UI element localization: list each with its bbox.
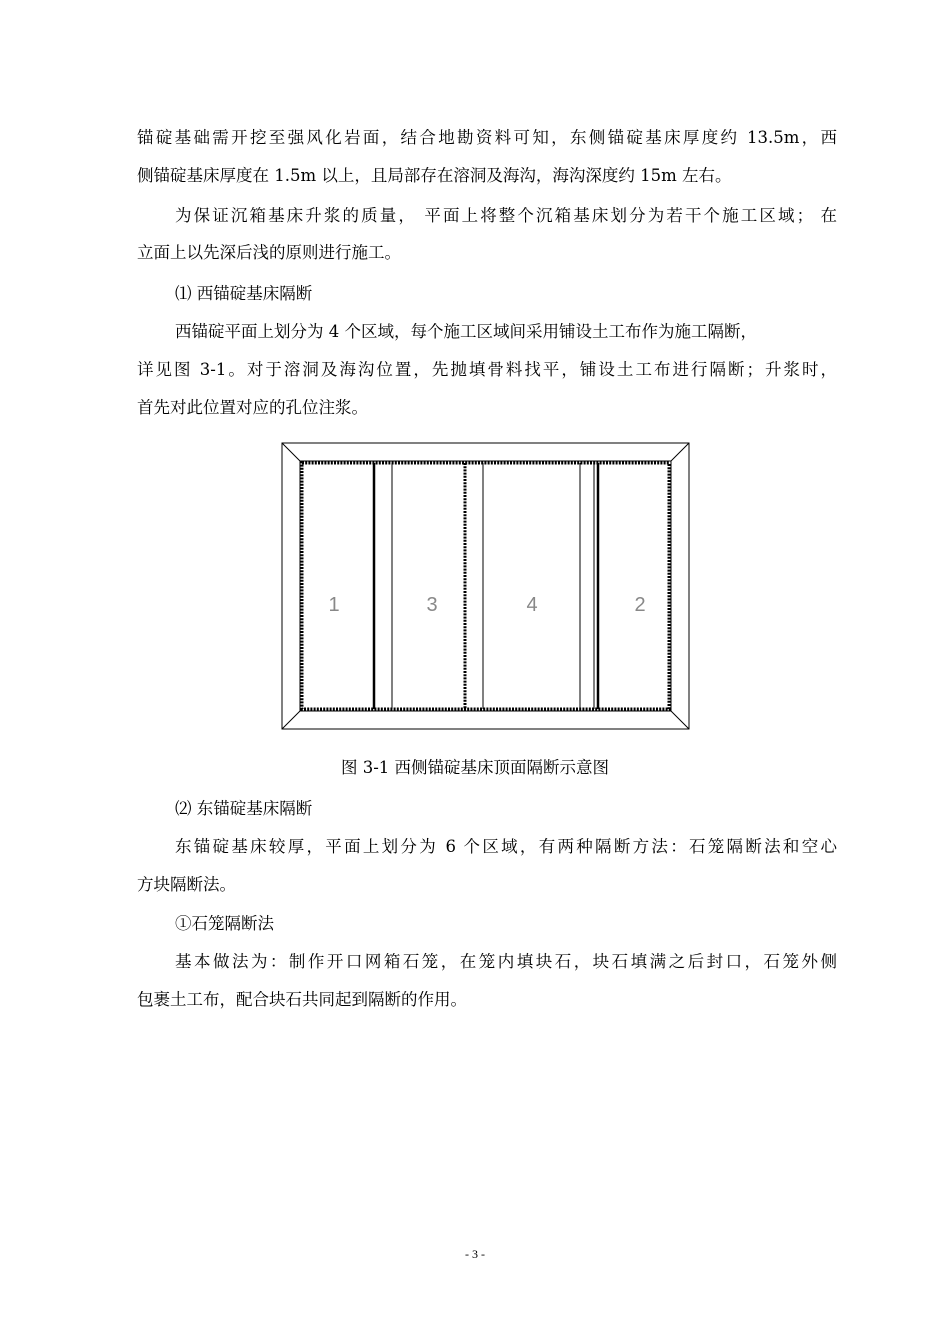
zone-partitions: [374, 463, 598, 709]
figure-caption: 图 3-1 西侧锚碇基床顶面隔断示意图: [340, 758, 610, 777]
body-text-line: 东锚碇基床较厚，平面上划分为 6 个区域，有两种隔断方法：石笼隔断法和空心: [175, 837, 837, 856]
zone-label-3: 3: [426, 594, 438, 616]
body-text-line: 侧锚碇基床厚度在 1.5m 以上，且局部存在溶洞及海沟，海沟深度约 15m 左右。: [137, 166, 732, 185]
inner-frame: [300, 461, 671, 711]
body-text-line: 首先对此位置对应的孔位注浆。: [137, 398, 368, 417]
body-text-line: 锚碇基础需开挖至强风化岩面，结合地勘资料可知，东侧锚碇基床厚度约 13.5m，西: [137, 128, 837, 147]
section-heading-east: ⑵ 东锚碇基床隔断: [175, 799, 313, 818]
page-number: - 3 -: [465, 1247, 485, 1261]
body-text-line: 包裹土工布，配合块石共同起到隔断的作用。: [137, 990, 467, 1009]
body-text-line: 西锚碇平面上划分为 4 个区域，每个施工区域间采用铺设土工布作为施工隔断，: [175, 322, 757, 341]
body-text-line: 基本做法为：制作开口网箱石笼，在笼内填块石，块石填满之后封口，石笼外侧: [175, 952, 837, 971]
section-heading-west: ⑴ 西锚碇基床隔断: [175, 284, 313, 303]
bed-boundary: [302, 463, 669, 709]
outer-frame: [282, 443, 689, 729]
zone-label-1: 1: [328, 594, 340, 616]
body-text-line: 详见图 3-1。对于溶洞及海沟位置，先抛填骨料找平，铺设土工布进行隔断；升浆时，: [137, 360, 837, 379]
figure-diagram: [281, 442, 690, 730]
body-text-line: 立面上以先深后浅的原则进行施工。: [137, 243, 401, 262]
figure-west-anchorage-bed-plan: [281, 442, 690, 730]
body-text-line: 方块隔断法。: [137, 875, 236, 894]
zone-label-4: 4: [526, 594, 538, 616]
zone-label-2: 2: [634, 594, 646, 616]
body-text-line: 为保证沉箱基床升浆的质量， 平面上将整个沉箱基床划分为若干个施工区域； 在: [175, 206, 837, 225]
subsection-heading-gabion: ①石笼隔断法: [175, 914, 274, 933]
